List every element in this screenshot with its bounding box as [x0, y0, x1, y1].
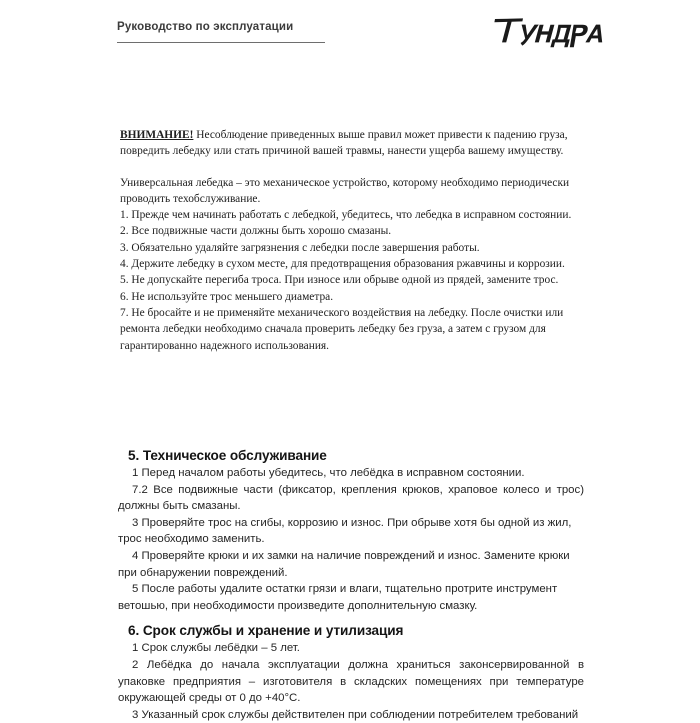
section-item: 3 Указанный срок службы действителен при соблюдении потребителем требований	[132, 708, 579, 721]
safety-rule-item: 6. Не используйте трос меньшего диаметра.	[120, 290, 334, 303]
section-item: 5 После работы удалите остатки грязи и влаги, тщательно протрите инструмент ветошью, при необходимости произведите дополнительную смазку.	[118, 583, 558, 612]
section-item: 7.2 Все подвижные части (фиксатор, крепления крюков, храповое колесо и трос) должны быть смазаны.	[118, 483, 584, 513]
section-service-life	[118, 623, 584, 723]
section-heading: 5. Техническое обслуживание	[128, 448, 327, 463]
page-header-title: Руководство по эксплуатации	[117, 21, 294, 33]
safety-rule-item: 3. Обязательно удаляйте загрязнения с лебедки после завершения работы.	[120, 241, 480, 254]
safety-rule-item: 4. Держите лебедку в сухом месте, для предотвращения образования ржавчины и коррозии.	[120, 258, 565, 271]
section-item: 2 Лебёдка до начала эксплуатации должна храниться законсервированной в упаковке предприятия – изготовителя в складских помещениях при температуре окружающей среды от 0 до +40°С.	[118, 658, 584, 705]
section-maintenance	[118, 448, 584, 614]
safety-text-block	[120, 127, 582, 354]
header-divider	[117, 42, 325, 43]
section-item: 1 Перед началом работы убедитесь, что лебёдка в исправном состоянии.	[132, 467, 525, 479]
safety-rule-item: 2. Все подвижные части должны быть хорошо смазаны.	[120, 225, 392, 238]
warning-text: Несоблюдение приведенных выше правил может привести к падению груза, повредить лебедку или стать причиной вашей травмы, нанести ущерба вашему имуществу.	[120, 129, 568, 158]
section-item: 1 Срок службы лебёдки – 5 лет.	[132, 642, 300, 655]
safety-rule-item: 7. Не бросайте и не применяйте механического воздействия на лебедку. После очистки или ремонта лебедки необходимо сначала проверить лебедку без груза, а затем с грузом для гарантированно надежного использования.	[120, 306, 564, 352]
page-header	[0, 0, 700, 60]
section-heading: 6. Срок службы и хранение и утилизация	[128, 623, 404, 639]
maintenance-intro-paragraph: Универсальная лебедка – это механическое устройство, которому необходимо периодически проводить техобслуживание.	[120, 176, 570, 205]
tundra-logo-icon	[492, 15, 612, 49]
warning-label: ВНИМАНИЕ!	[120, 129, 194, 141]
safety-rule-item: 1. Прежде чем начинать работать с лебедкой, убедитесь, что лебедка в исправном состоянии.	[120, 209, 572, 222]
section-item: 4 Проверяйте крюки и их замки на наличие повреждений и износ. Замените крюки при обнаружении повреждений.	[118, 549, 570, 579]
sections-block	[118, 448, 584, 723]
warning-paragraph	[120, 127, 582, 160]
section-item: 3 Проверяйте трос на сгибы, коррозию и износ. При обрыве хотя бы одной из жил, трос необходимо заменить.	[118, 516, 572, 546]
section-spacer	[118, 614, 584, 623]
safety-rule-item: 5. Не допускайте перегиба троса. При износе или обрыве одной из прядей, замените трос.	[120, 274, 559, 287]
